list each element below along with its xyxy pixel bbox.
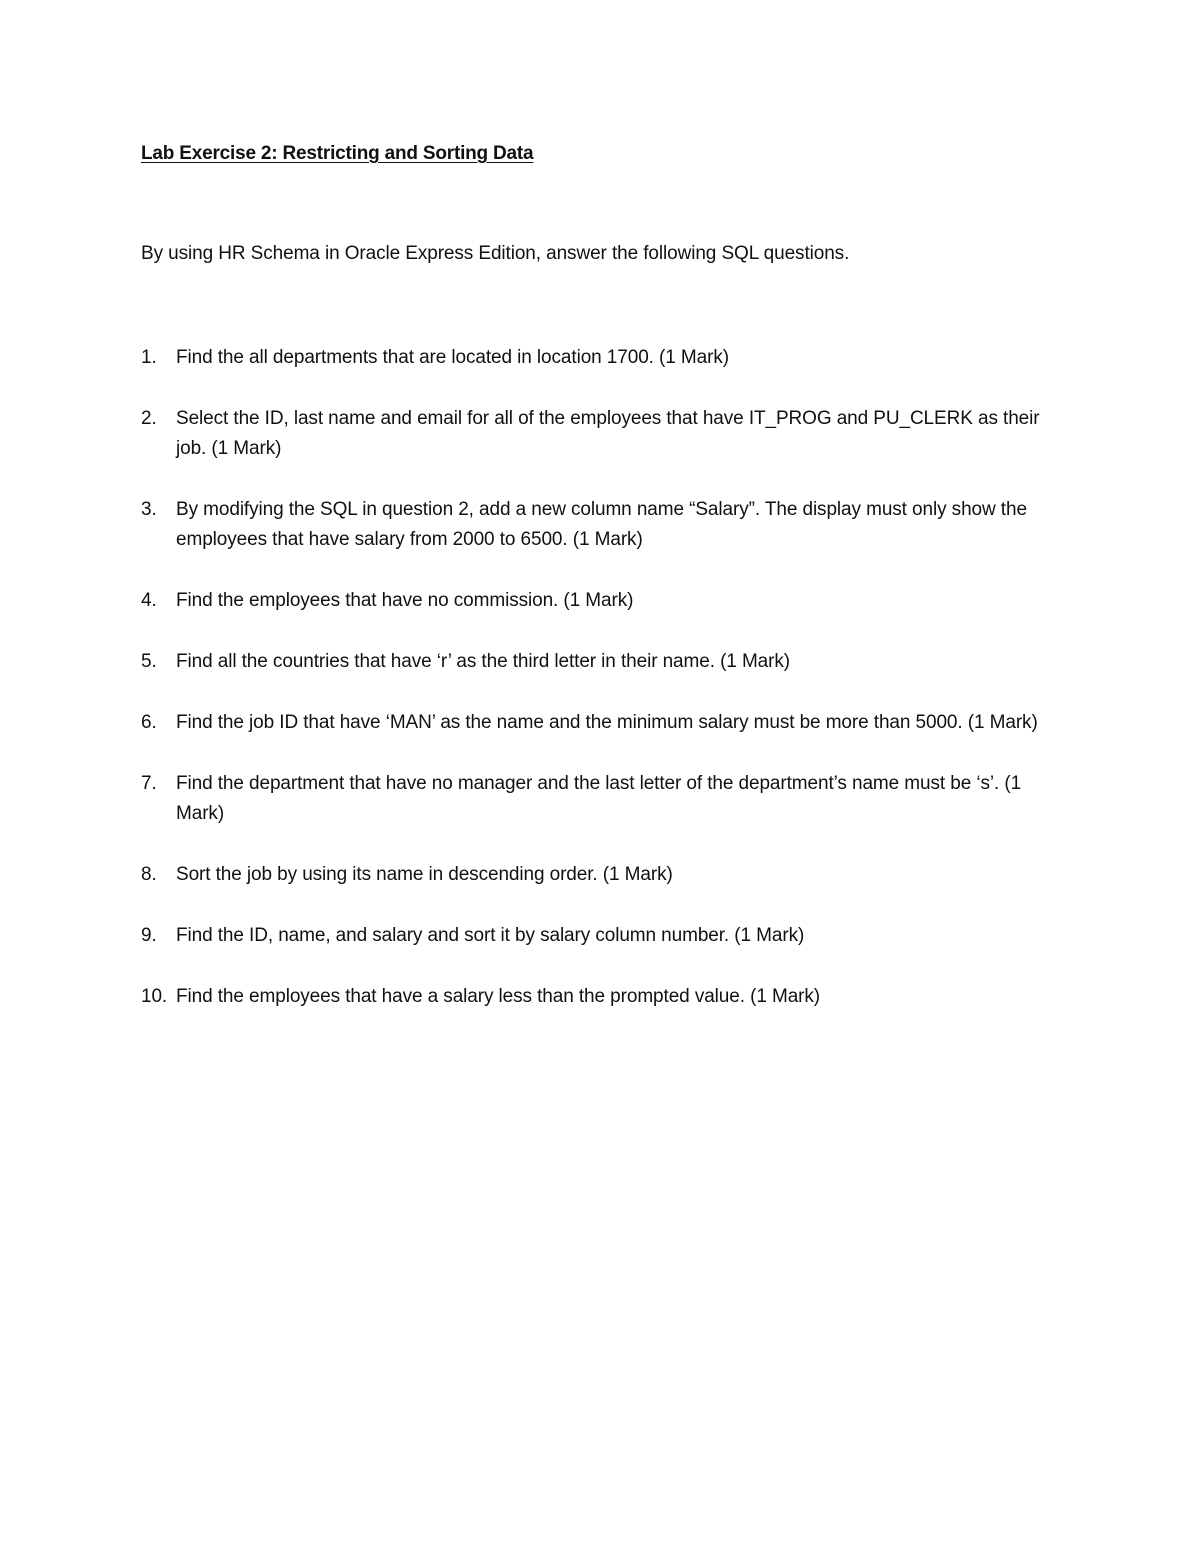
- question-number: 8.: [141, 864, 157, 885]
- question-number: 4.: [141, 590, 157, 611]
- question-item: [141, 404, 1061, 464]
- question-item: [141, 860, 1061, 890]
- question-item: [141, 495, 1061, 555]
- question-number: 10.: [141, 986, 168, 1007]
- question-text: Find all the countries that have ‘r’ as the third letter in their name. (1 Mark): [176, 651, 791, 672]
- question-number: 2.: [141, 408, 157, 429]
- question-number: 9.: [141, 925, 157, 946]
- question-number: 1.: [141, 347, 157, 368]
- question-item: [141, 982, 1061, 1012]
- question-text: Find the employees that have a salary less than the prompted value. (1 Mark): [176, 986, 821, 1007]
- question-text: By modifying the SQL in question 2, add a new column name “Salary”. The display must only show the employees that have salary from 2000 to 6500. (1 Mark): [176, 499, 1027, 550]
- question-number: 7.: [141, 773, 157, 794]
- question-item: [141, 343, 1061, 373]
- question-item: [141, 647, 1061, 677]
- intro-text: By using HR Schema in Oracle Express Edition, answer the following SQL questions.: [141, 243, 850, 264]
- question-text: Sort the job by using its name in descending order. (1 Mark): [176, 864, 673, 885]
- question-item: [141, 708, 1061, 738]
- question-text: Find the job ID that have ‘MAN’ as the name and the minimum salary must be more than 5000. (1 Mark): [176, 712, 1038, 733]
- question-item: [141, 769, 1061, 829]
- question-number: 6.: [141, 712, 157, 733]
- question-text: Find the ID, name, and salary and sort it by salary column number. (1 Mark): [176, 925, 805, 946]
- question-list: [141, 343, 1061, 1043]
- question-text: Find the department that have no manager and the last letter of the department’s name must be ‘s’. (1 Mark): [176, 773, 1022, 824]
- document-title: Lab Exercise 2: Restricting and Sorting Data: [141, 143, 534, 164]
- question-text: Select the ID, last name and email for all of the employees that have IT_PROG and PU_CLERK as their job. (1 Mark): [176, 408, 1040, 459]
- question-text: Find the all departments that are located in location 1700. (1 Mark): [176, 347, 729, 368]
- question-item: [141, 921, 1061, 951]
- question-number: 3.: [141, 499, 157, 520]
- question-text: Find the employees that have no commission. (1 Mark): [176, 590, 634, 611]
- question-item: [141, 586, 1061, 616]
- question-number: 5.: [141, 651, 157, 672]
